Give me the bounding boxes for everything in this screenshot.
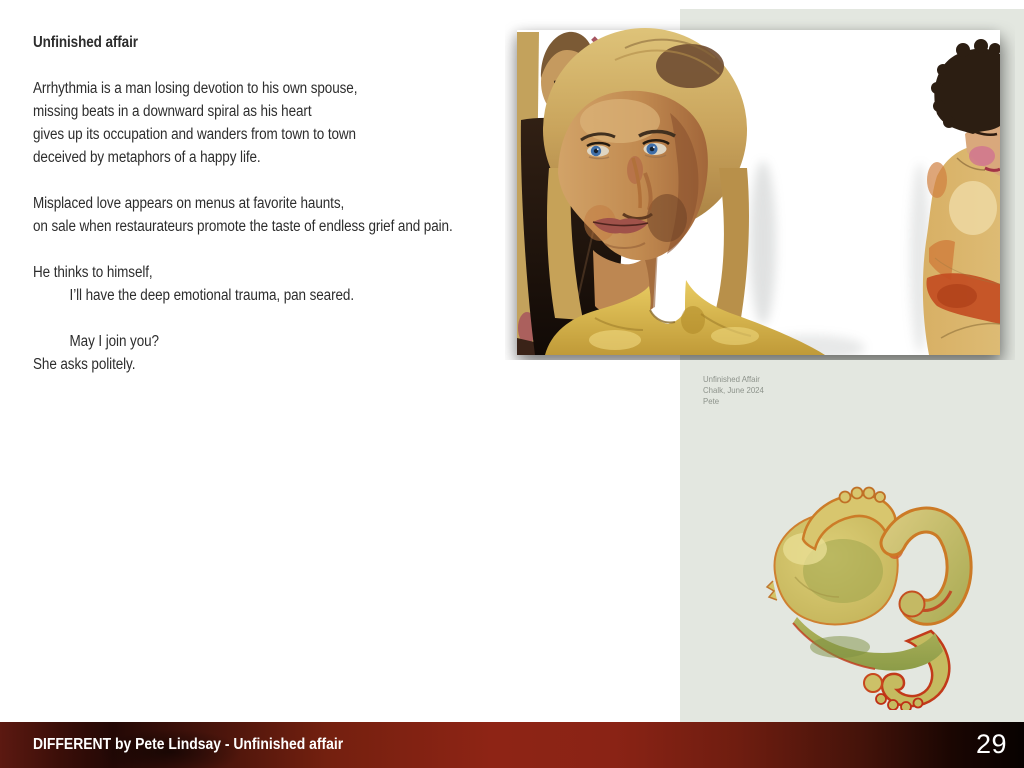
poem-line: May I join you? bbox=[69, 333, 159, 350]
poem-line: gives up its occupation and wanders from town to town bbox=[33, 126, 356, 143]
artwork-caption bbox=[703, 374, 764, 407]
poem-line: on sale when restaurateurs promote the taste of endless grief and pain. bbox=[33, 218, 453, 235]
page-number: 29 bbox=[975, 728, 1007, 759]
footer-title: DIFFERENT by Pete Lindsay - Unfinished affair bbox=[33, 736, 344, 753]
poem-line: Arrhythmia is a man losing devotion to his own spouse, bbox=[33, 80, 358, 97]
caption-medium-date: Chalk, June 2024 bbox=[703, 385, 764, 395]
poem-line: deceived by metaphors of a happy life. bbox=[33, 149, 261, 166]
poem-line: He thinks to himself, bbox=[33, 264, 153, 281]
footer-bar bbox=[0, 722, 1024, 768]
poem-line: I’ll have the deep emotional trauma, pan seared. bbox=[69, 287, 354, 304]
abstract-figure bbox=[767, 488, 959, 711]
main-artwork-chalk-portraits bbox=[505, 18, 1015, 360]
figure-second-woman bbox=[923, 39, 1001, 355]
poem-title: Unfinished affair bbox=[33, 34, 138, 51]
poem-line: Misplaced love appears on menus at favorite haunts, bbox=[33, 195, 345, 212]
poem-line: missing beats in a downward spiral as his heart bbox=[33, 103, 312, 120]
caption-artist: Pete bbox=[703, 396, 720, 406]
poem bbox=[33, 31, 555, 376]
poem-line: She asks politely. bbox=[33, 356, 136, 373]
caption-title: Unfinished Affair bbox=[703, 374, 760, 384]
secondary-artwork-abstract-figure bbox=[745, 455, 975, 710]
